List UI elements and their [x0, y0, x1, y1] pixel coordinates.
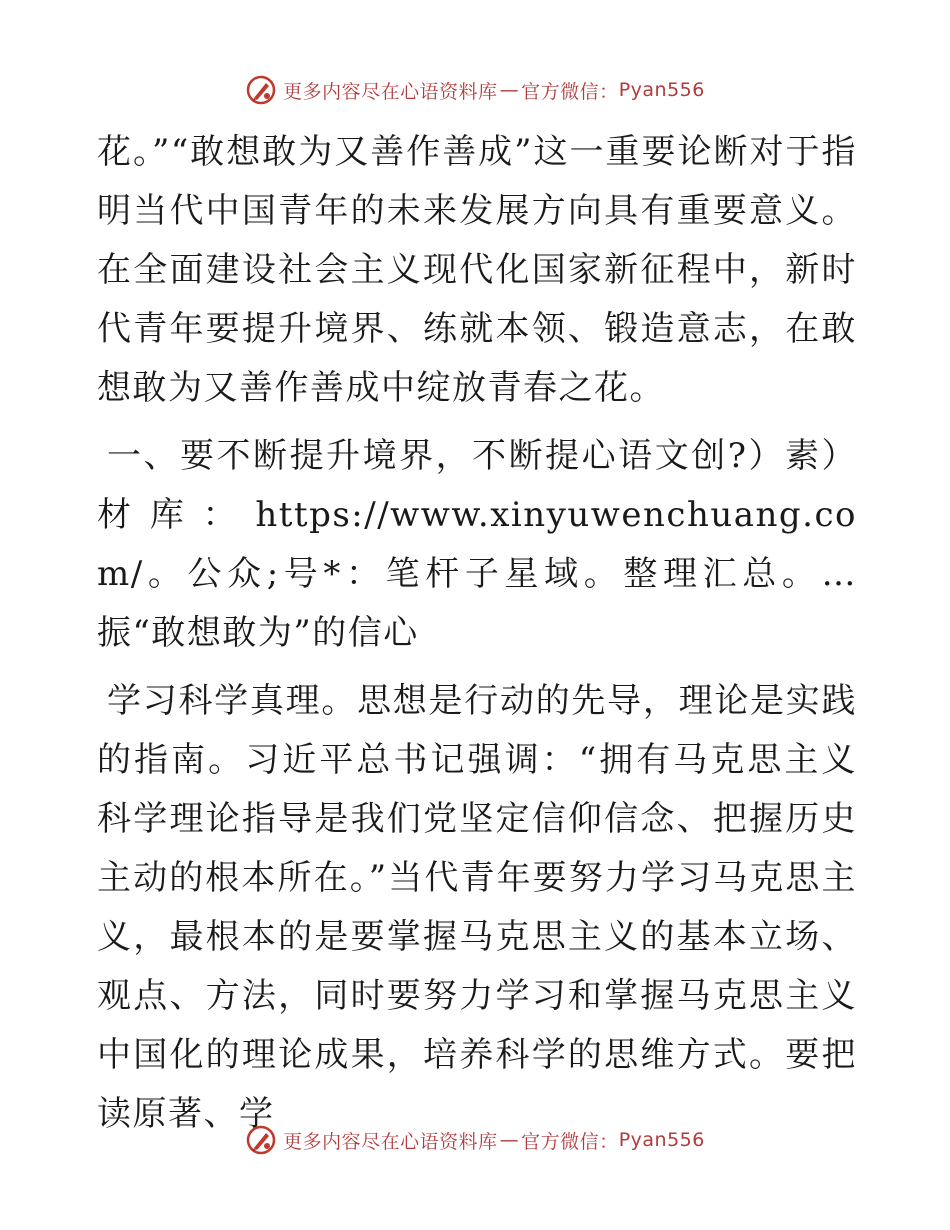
banner-brand-text: 更多内容尽在心语资料库 — [283, 80, 498, 103]
banner-wechat-id: Pyan556 — [618, 79, 705, 101]
banner-brand-text: 更多内容尽在心语资料库 — [283, 1130, 498, 1153]
banner-separator: — — [499, 1129, 520, 1151]
header-banner — [0, 72, 950, 108]
footer-banner — [0, 1122, 950, 1158]
banner-wechat-id: Pyan556 — [618, 1129, 705, 1151]
banner-wechat-label: 官方微信： — [521, 1130, 619, 1153]
pen-logo-icon — [245, 1124, 277, 1156]
document-body — [97, 123, 857, 1144]
banner-wechat-label: 官方微信： — [521, 80, 619, 103]
paragraph-intro: 花。”“敢想敢为又善作善成”这一重要论断对于指明当代中国青年的未来发展方向具有重要意义。在全面建设社会主义现代化国家新征程中，新时代青年要提升境界、练就本领、锻造意志，在敢想敢为又善作善成中绽放青春之花。 — [97, 132, 857, 408]
pen-logo-icon — [245, 74, 277, 106]
paragraph-study-truth: 学习科学真理。思想是行动的先导，理论是实践的指南。习近平总书记强调：“拥有马克思主义科学理论指导是我们党坚定信仰信念、把握历史主动的根本所在。”当代青年要努力学习马克思主义，最根本的是要掌握马克思主义的基本立场、观点、方法，同时要努力学习和掌握马克思主义中国化的理论成果，培养科学的思维方式。要把读原著、学 — [97, 681, 857, 1134]
paragraph-section-heading: 一、要不断提升境界，不断提心语文创?）素）材库：https://www.xinyuwenchuang.com/。公众;号*：笔杆子星域。整理汇总。…振“敢想敢为”的信心 — [97, 436, 857, 653]
banner-separator: — — [499, 79, 520, 101]
